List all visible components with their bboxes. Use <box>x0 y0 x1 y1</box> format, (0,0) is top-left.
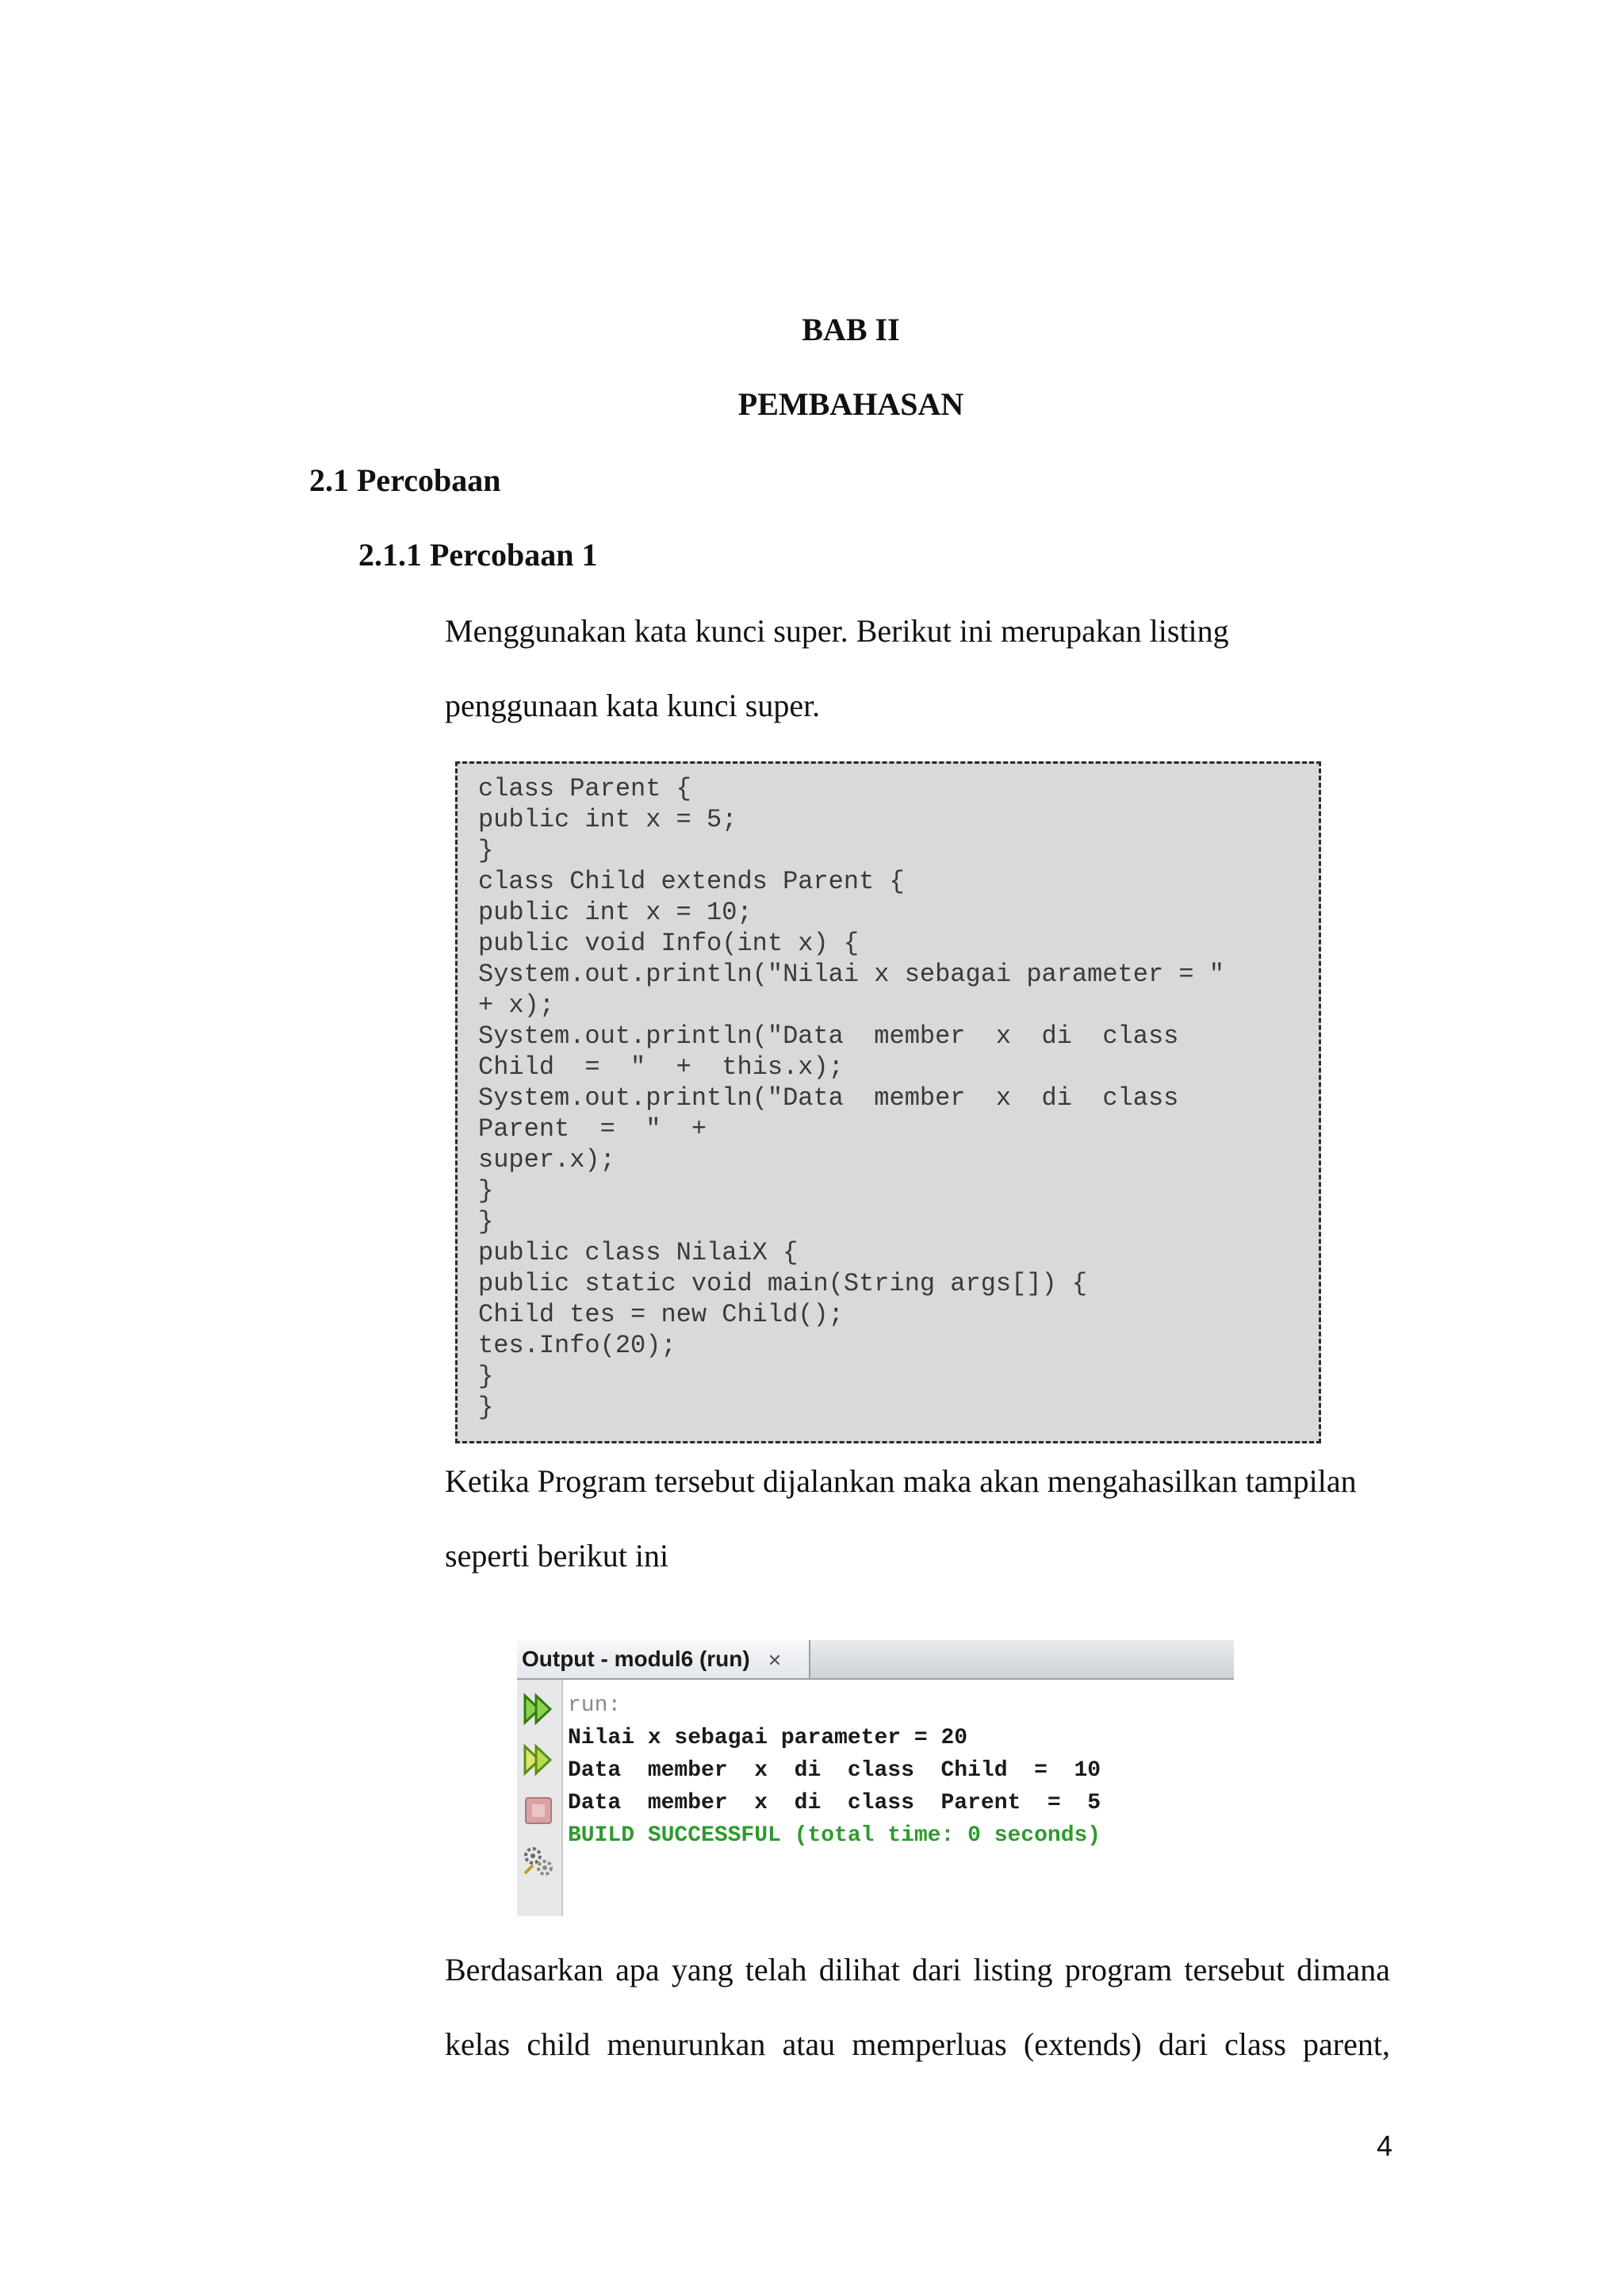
console-line: Nilai x sebagai parameter = 20 <box>568 1726 968 1750</box>
code-line: public void Info(int x) { <box>478 929 860 958</box>
intro-line-2: penggunaan kata kunci super. <box>445 688 821 723</box>
code-line: } <box>478 1393 494 1422</box>
code-line: public static void main(String args[]) { <box>478 1269 1088 1298</box>
code-line: Child = " + this.x); <box>478 1052 844 1082</box>
after-code-line-2: seperti berikut ini <box>445 1538 669 1573</box>
page-number: 4 <box>1377 2129 1393 2162</box>
chapter-title: PEMBAHASAN <box>737 386 964 422</box>
console-line: BUILD SUCCESSFUL (total time: 0 seconds) <box>568 1823 1101 1848</box>
code-line: class Parent { <box>478 774 691 803</box>
output-toolbar <box>517 1680 563 1916</box>
code-line: System.out.println("Data member x di class <box>478 1083 1179 1113</box>
output-tab[interactable] <box>517 1640 810 1678</box>
code-line: System.out.println("Data member x di class <box>478 1022 1179 1051</box>
code-line: + x); <box>478 991 555 1020</box>
output-tab-bar <box>517 1640 1234 1680</box>
code-line: tes.Info(20); <box>478 1331 676 1360</box>
code-lines <box>478 773 1301 1423</box>
section-heading: 2.1 Percobaan <box>309 462 501 498</box>
code-line: } <box>478 1176 494 1205</box>
code-line: } <box>478 1207 494 1236</box>
code-line: System.out.println("Nilai x sebagai parameter = " <box>478 960 1224 989</box>
code-line: class Child extends Parent { <box>478 867 905 896</box>
code-line: } <box>478 836 494 865</box>
console-line: Data member x di class Child = 10 <box>568 1758 1101 1783</box>
settings-icon[interactable] <box>520 1843 557 1880</box>
code-line: public int x = 5; <box>478 805 737 834</box>
close-icon[interactable]: ✕ <box>767 1650 783 1670</box>
code-line: } <box>478 1362 494 1391</box>
conclusion-line-1: Berdasarkan apa yang telah dilihat dari listing program tersebut dimana <box>445 1952 1390 1987</box>
code-line: super.x); <box>478 1145 615 1175</box>
conclusion-line-2: kelas child menurunkan atau memperluas (extends) dari class parent, <box>445 2026 1390 2062</box>
intro-line-1: Menggunakan kata kunci super. Berikut ini merupakan listing <box>445 613 1229 649</box>
code-listing <box>455 761 1321 1443</box>
rerun-modified-icon[interactable] <box>520 1742 557 1778</box>
rerun-icon[interactable] <box>520 1691 557 1727</box>
output-tab-title: Output - modul6 (run) <box>522 1646 750 1671</box>
code-line: Parent = " + <box>478 1114 707 1144</box>
subsection-heading: 2.1.1 Percobaan 1 <box>358 537 598 573</box>
console-line: run: <box>568 1693 622 1718</box>
output-window-screenshot <box>517 1640 1234 1916</box>
code-line: public class NilaiX { <box>478 1238 799 1267</box>
chapter-number: BAB II <box>802 312 900 347</box>
code-line: public int x = 10; <box>478 898 753 927</box>
console-line: Data member x di class Parent = 5 <box>568 1791 1101 1815</box>
code-line: Child tes = new Child(); <box>478 1300 844 1329</box>
after-code-line-1: Ketika Program tersebut dijalankan maka akan mengahasilkan tampilan <box>445 1463 1357 1499</box>
output-console-text <box>568 1689 1101 1852</box>
stop-icon[interactable] <box>520 1792 557 1829</box>
